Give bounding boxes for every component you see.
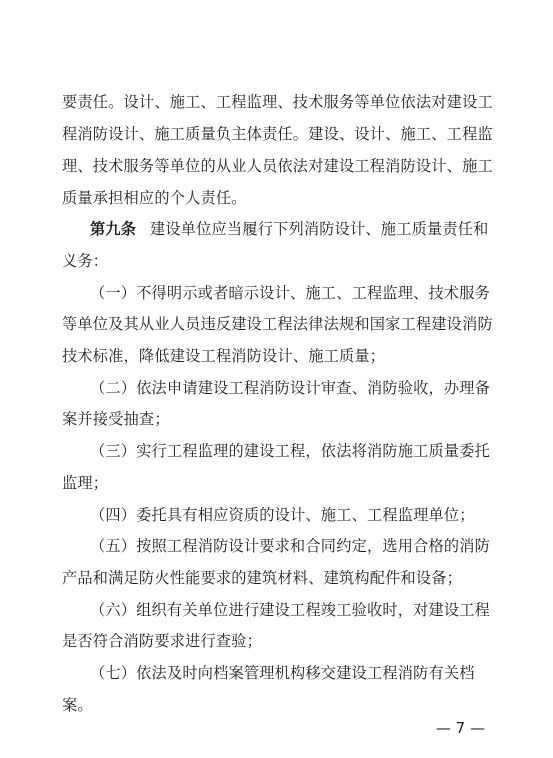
line-text: （三）实行工程监理的建设工程，依法将消防施工质量委托 — [90, 442, 491, 460]
line-text: 要责任。设计、施工、工程监理、技术服务等单位依法对建设工 — [62, 93, 493, 111]
line-text: （二）依法申请建设工程消防设计审查、消防验收，办理备 — [90, 379, 491, 397]
line-text: 理、技术服务等单位的从业人员依法对建设工程消防设计、施工 — [62, 157, 493, 175]
line-text: （一）不得明示或者暗示设计、施工、工程监理、技术服务 — [90, 284, 491, 302]
line-text: 产品和满足防火性能要求的建筑材料、建筑构配件和设备； — [62, 569, 463, 587]
line-text: 技术标准，降低建设工程消防设计、施工质量； — [62, 347, 386, 365]
line-text: 建设单位应当履行下列消防设计、施工质量责任和 — [150, 220, 489, 238]
line-text: 义务： — [62, 252, 109, 270]
line-text: （五）按照工程消防设计要求和合同约定，选用合格的消防 — [90, 537, 491, 555]
article-label: 第九条 — [90, 220, 137, 238]
line-text: （六）组织有关单位进行建设工程竣工验收时，对建设工程 — [90, 601, 491, 619]
line-text: 监理； — [62, 474, 109, 492]
line-text: 程消防设计、施工质量负主体责任。建设、设计、施工、工程监 — [62, 125, 493, 143]
line-text: 等单位及其从业人员违反建设工程法律法规和国家工程建设消防 — [62, 315, 493, 333]
line-text: 案。 — [62, 696, 93, 714]
line-text: （七）依法及时向档案管理机构移交建设工程消防有关档 — [90, 664, 475, 682]
line-text: 是否符合消防要求进行查验； — [62, 632, 263, 650]
line-text: 案并接受抽查； — [62, 410, 170, 428]
line-text: （四）委托具有相应资质的设计、施工、工程监理单位； — [90, 506, 475, 524]
page-number: — 7 — — [435, 719, 485, 737]
line-text: 质量承担相应的个人责任。 — [62, 189, 247, 207]
